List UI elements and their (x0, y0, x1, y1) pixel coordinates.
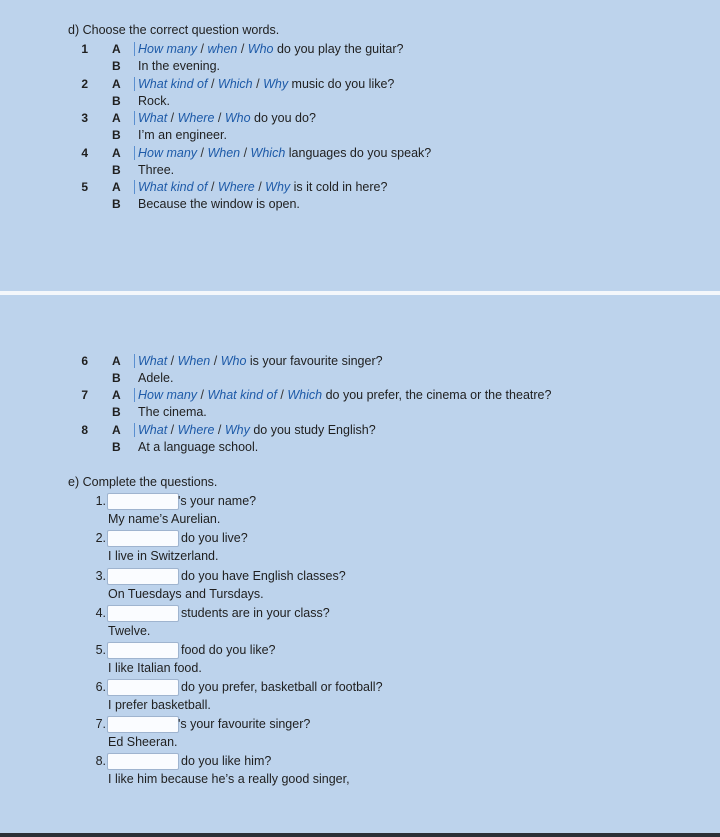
option-separator: / (276, 388, 288, 402)
question-number: 8 (81, 423, 88, 437)
answer-blank-input[interactable] (107, 716, 179, 733)
option-separator: / (207, 77, 218, 91)
exercise-number: 5. (95, 643, 106, 657)
exercise-number: 7. (95, 717, 106, 731)
speaker-b-label: B (112, 440, 121, 454)
exercise-number: 3. (95, 569, 106, 583)
question-word-option[interactable]: What (134, 354, 167, 368)
question-tail: is your favourite singer? (249, 354, 383, 368)
answer-text: My name’s Aurelian. (108, 512, 221, 526)
question-text: students are in your class? (181, 606, 330, 620)
question-number: 2 (81, 77, 88, 91)
question-word-option[interactable]: Which (250, 146, 286, 160)
speaker-a-label: A (112, 42, 121, 56)
answer-line: Adele. (138, 371, 174, 385)
question-tail: do you play the guitar? (276, 42, 404, 56)
option-separator: / (197, 388, 208, 402)
question-number: 6 (81, 354, 88, 368)
answer-blank-input[interactable] (107, 568, 179, 585)
answer-line: The cinema. (138, 405, 207, 419)
question-number: 7 (81, 388, 88, 402)
option-separator: / (167, 423, 178, 437)
question-word-option[interactable]: when (207, 42, 238, 56)
question-word-option[interactable]: Why (263, 77, 289, 91)
question-word-option[interactable]: How many (134, 42, 197, 56)
option-separator: / (167, 111, 178, 125)
question-tail: music do you like? (291, 77, 395, 91)
option-separator: / (214, 111, 225, 125)
question-text: do you live? (181, 531, 248, 545)
question-word-option[interactable]: How many (134, 146, 197, 160)
question-line (138, 111, 316, 125)
speaker-a-label: A (112, 423, 121, 437)
question-number: 3 (81, 111, 88, 125)
answer-text: I like him because he’s a really good singer, (108, 772, 350, 786)
question-number: 1 (81, 42, 88, 56)
question-number: 4 (81, 146, 88, 160)
option-separator: / (207, 180, 218, 194)
question-tail: do you do? (254, 111, 316, 125)
section-d-title: d) Choose the correct question words. (68, 23, 280, 37)
question-line (138, 180, 387, 194)
answer-blank-input[interactable] (107, 493, 179, 510)
option-separator: / (237, 42, 248, 56)
answer-blank-input[interactable] (107, 642, 179, 659)
question-text: 's your favourite singer? (178, 717, 311, 731)
question-word-option[interactable]: Where (177, 111, 215, 125)
question-word-option[interactable]: What kind of (207, 388, 277, 402)
question-word-option[interactable]: What (134, 111, 167, 125)
speaker-b-label: B (112, 405, 121, 419)
answer-line: I’m an engineer. (138, 128, 227, 142)
question-word-option[interactable]: Who (224, 111, 251, 125)
question-line (138, 388, 551, 402)
question-text: 's your name? (178, 494, 257, 508)
speaker-b-label: B (112, 163, 121, 177)
answer-line: Rock. (138, 94, 170, 108)
question-tail: is it cold in here? (293, 180, 388, 194)
exercise-number: 8. (95, 754, 106, 768)
answer-text: Twelve. (108, 624, 151, 638)
answer-line: Three. (138, 163, 175, 177)
question-word-option[interactable]: What kind of (134, 77, 207, 91)
question-line (138, 423, 376, 437)
answer-blank-input[interactable] (107, 679, 179, 696)
question-line (138, 146, 431, 160)
bottom-edge (0, 833, 720, 837)
option-separator: / (167, 354, 178, 368)
question-text: food do you like? (181, 643, 276, 657)
question-number: 5 (81, 180, 88, 194)
question-tail: do you prefer, the cinema or the theatre? (325, 388, 552, 402)
answer-blank-input[interactable] (107, 530, 179, 547)
question-word-option[interactable]: Where (177, 423, 215, 437)
option-separator: / (197, 146, 208, 160)
answer-blank-input[interactable] (107, 753, 179, 770)
question-line (138, 354, 383, 368)
question-word-option[interactable]: Who (220, 354, 247, 368)
speaker-a-label: A (112, 180, 121, 194)
question-word-option[interactable]: Why (224, 423, 250, 437)
speaker-b-label: B (112, 94, 121, 108)
answer-text: I prefer basketball. (108, 698, 211, 712)
speaker-a-label: A (112, 77, 121, 91)
speaker-b-label: B (112, 128, 121, 142)
question-tail: languages do you speak? (288, 146, 432, 160)
question-word-option[interactable]: How many (134, 388, 197, 402)
speaker-a-label: A (112, 146, 121, 160)
option-separator: / (210, 354, 221, 368)
answer-text: I like Italian food. (108, 661, 202, 675)
option-separator: / (214, 423, 225, 437)
option-separator: / (254, 180, 266, 194)
question-text: do you have English classes? (181, 569, 346, 583)
option-separator: / (240, 146, 251, 160)
exercise-number: 4. (95, 606, 106, 620)
question-word-option[interactable]: What (134, 423, 167, 437)
question-line (138, 77, 394, 91)
exercise-number: 2. (95, 531, 106, 545)
answer-blank-input[interactable] (107, 605, 179, 622)
section-e-title: e) Complete the questions. (68, 475, 218, 489)
speaker-b-label: B (112, 371, 121, 385)
exercise-number: 6. (95, 680, 106, 694)
exercise-number: 1. (95, 494, 106, 508)
option-separator: / (252, 77, 264, 91)
speaker-a-label: A (112, 354, 121, 368)
question-word-option[interactable]: Where (217, 180, 255, 194)
answer-line: At a language school. (138, 440, 259, 454)
question-text: do you prefer, basketball or football? (181, 680, 383, 694)
answer-text: On Tuesdays and Tursdays. (108, 587, 264, 601)
answer-text: Ed Sheeran. (108, 735, 178, 749)
question-line (138, 42, 403, 56)
question-word-option[interactable]: What kind of (134, 180, 207, 194)
speaker-a-label: A (112, 388, 121, 402)
speaker-a-label: A (112, 111, 121, 125)
question-tail: do you study English? (253, 423, 376, 437)
speaker-b-label: B (112, 197, 121, 211)
speaker-b-label: B (112, 59, 121, 73)
question-text: do you like him? (181, 754, 272, 768)
answer-line: Because the window is open. (138, 197, 300, 211)
question-word-option[interactable]: Who (247, 42, 274, 56)
option-separator: / (197, 42, 208, 56)
question-word-option[interactable]: Which (287, 388, 323, 402)
question-word-option[interactable]: When (207, 146, 241, 160)
question-word-option[interactable]: Why (265, 180, 291, 194)
answer-line: In the evening. (138, 59, 221, 73)
answer-text: I live in Switzerland. (108, 549, 219, 563)
question-word-option[interactable]: When (177, 354, 211, 368)
question-word-option[interactable]: Which (217, 77, 253, 91)
